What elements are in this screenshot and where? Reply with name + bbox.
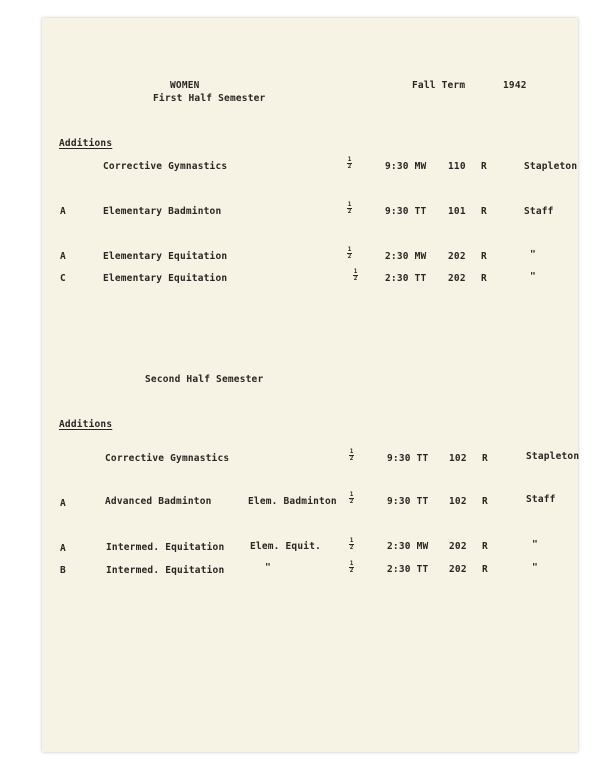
time: 2:30 TT bbox=[385, 273, 427, 284]
section-letter: C bbox=[60, 273, 66, 284]
credit-fraction: 1 2 bbox=[347, 201, 352, 215]
time: 9:30 TT bbox=[385, 206, 427, 217]
building: R bbox=[481, 161, 487, 172]
room: 202 bbox=[449, 564, 467, 575]
section-letter: A bbox=[60, 206, 66, 217]
credit-fraction: 1 2 bbox=[349, 560, 354, 574]
document-page bbox=[42, 18, 578, 752]
section-letter: A bbox=[60, 543, 66, 554]
instructor: " bbox=[532, 562, 538, 573]
time: 2:30 MW bbox=[387, 541, 429, 552]
instructor: Staff bbox=[524, 206, 554, 217]
room: 202 bbox=[448, 273, 466, 284]
header-women: WOMEN bbox=[170, 80, 200, 91]
section-letter: A bbox=[60, 251, 66, 262]
prerequisite: " bbox=[265, 562, 271, 573]
room: 202 bbox=[448, 251, 466, 262]
time: 2:30 MW bbox=[385, 251, 427, 262]
instructor: " bbox=[530, 271, 536, 282]
credit-fraction: 1 2 bbox=[349, 537, 354, 551]
time: 9:30 MW bbox=[385, 161, 427, 172]
building: R bbox=[482, 564, 488, 575]
building: R bbox=[481, 251, 487, 262]
time: 9:30 TT bbox=[387, 496, 429, 507]
time: 2:30 TT bbox=[387, 564, 429, 575]
building: R bbox=[482, 541, 488, 552]
course-name: Elementary Equitation bbox=[103, 251, 228, 262]
building: R bbox=[482, 453, 488, 464]
building: R bbox=[481, 206, 487, 217]
section-letter: B bbox=[60, 565, 66, 576]
credit-fraction: 1 2 bbox=[349, 448, 354, 462]
credit-fraction: 1 2 bbox=[353, 268, 358, 282]
building: R bbox=[482, 496, 488, 507]
course-name: Corrective Gymnastics bbox=[103, 161, 228, 172]
course-name: Elementary Badminton bbox=[103, 206, 222, 217]
time: 9:30 TT bbox=[387, 453, 429, 464]
course-name: Elementary Equitation bbox=[103, 273, 228, 284]
section-title: Additions bbox=[59, 419, 113, 430]
credit-fraction: 1 2 bbox=[347, 246, 352, 260]
section-title: Additions bbox=[59, 138, 113, 149]
room: 101 bbox=[448, 206, 466, 217]
room: 102 bbox=[449, 496, 467, 507]
room: 102 bbox=[449, 453, 467, 464]
second-half-heading: Second Half Semester bbox=[145, 374, 264, 385]
header-year: 1942 bbox=[503, 80, 527, 91]
prerequisite: Elem. Badminton bbox=[248, 496, 337, 507]
credit-fraction: 1 2 bbox=[347, 156, 352, 170]
course-name: Intermed. Equitation bbox=[106, 542, 225, 553]
section-letter: A bbox=[60, 498, 66, 509]
course-name: Intermed. Equitation bbox=[106, 565, 225, 576]
instructor: Stapleton bbox=[524, 161, 578, 172]
room: 110 bbox=[448, 161, 466, 172]
header-first-half: First Half Semester bbox=[153, 93, 266, 104]
instructor: Stapleton bbox=[526, 451, 580, 462]
course-name: Advanced Badminton bbox=[105, 496, 212, 507]
instructor: " bbox=[530, 249, 536, 260]
header-term: Fall Term bbox=[412, 80, 466, 91]
instructor: " bbox=[532, 539, 538, 550]
prerequisite: Elem. Equit. bbox=[250, 541, 322, 552]
credit-fraction: 1 2 bbox=[349, 491, 354, 505]
building: R bbox=[481, 273, 487, 284]
room: 202 bbox=[449, 541, 467, 552]
course-name: Corrective Gymnastics bbox=[105, 453, 230, 464]
instructor: Staff bbox=[526, 494, 556, 505]
